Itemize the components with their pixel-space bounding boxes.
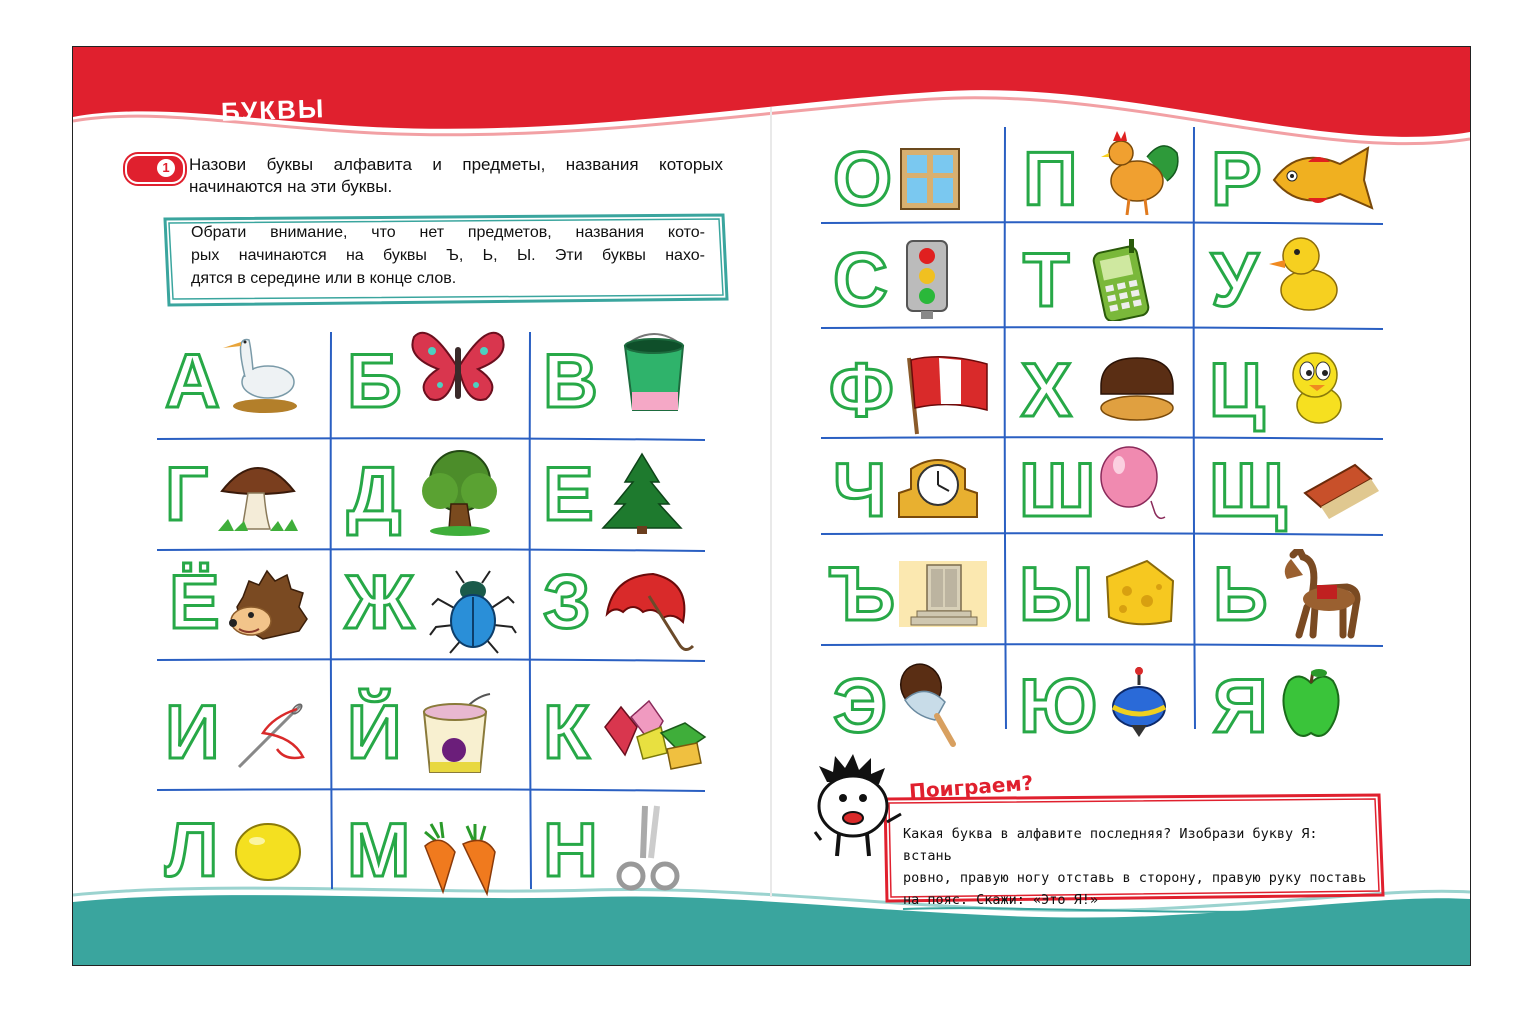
letter-em: М (347, 808, 411, 893)
letter-el: Л (165, 808, 219, 893)
crystals-icon (601, 697, 711, 772)
lemon-icon (233, 819, 303, 884)
balloon-icon (1097, 445, 1167, 527)
traffic-light-icon (901, 239, 953, 321)
note-line-1: Обрати внимание, что нет предметов, названия кото- (191, 224, 705, 241)
note-line-2: рых начинаются на буквы Ъ, Ь, Ы. Эти буквы нахо- (191, 247, 705, 264)
task-line-1: Назови буквы алфавита и предметы, названия которых (189, 155, 723, 174)
letter-i-kratkoe: Й (347, 690, 402, 775)
letter-shcha: Щ (1209, 448, 1287, 533)
letter-pe: П (1023, 137, 1078, 222)
cartoon-boy-icon (813, 752, 905, 872)
brush-icon (1299, 459, 1384, 524)
duck-icon (1269, 232, 1339, 314)
play-line-2: ровно, правую ногу отставь в сторону, правую руку поставь (903, 870, 1367, 886)
letter-u: У (1211, 238, 1259, 323)
letter-es: С (833, 238, 888, 323)
letter-tse: Ц (1209, 348, 1265, 433)
window-icon (899, 147, 961, 212)
task-number: 1 (157, 159, 175, 177)
phone-icon (1089, 239, 1151, 321)
umbrella-icon (603, 572, 698, 657)
letter-er: Р (1211, 137, 1262, 222)
bread-icon (1097, 352, 1177, 424)
letter-i: И (165, 690, 220, 775)
letter-o: О (833, 137, 893, 222)
play-line-3: на пояс. Скажи: «Это Я!» (903, 892, 1099, 908)
letter-te: Т (1023, 238, 1070, 323)
horse-icon (1273, 549, 1363, 639)
section-title: БУКВЫ (220, 93, 326, 127)
fish-icon (1268, 142, 1378, 214)
letter-soft-sign: Ь (1213, 552, 1268, 637)
play-line-1: Какая буква в алфавите последняя? Изобрази букву Я: встань (903, 826, 1318, 864)
letter-sha: Ш (1019, 448, 1096, 533)
spinning-top-icon (1109, 665, 1169, 737)
letter-ye: Е (543, 452, 594, 537)
rooster-icon (1093, 127, 1183, 219)
spruce-icon (597, 452, 687, 537)
apple-icon (1279, 667, 1344, 742)
letter-ka: К (543, 690, 590, 775)
carrots-icon (415, 812, 505, 897)
tree-icon (415, 449, 505, 539)
stork-icon (223, 332, 303, 417)
letter-yery: Ы (1019, 552, 1094, 637)
beetle-icon (428, 569, 518, 659)
needle-icon (233, 697, 308, 772)
letter-ef: Ф (829, 348, 894, 433)
letter-ze: З (543, 560, 591, 645)
bucket-icon (619, 332, 689, 417)
letter-be: Б (347, 339, 402, 424)
note-text (191, 221, 705, 290)
mushroom-icon (218, 459, 298, 534)
ice-cream-icon (895, 662, 965, 747)
letter-de: Д (347, 452, 402, 537)
clock-icon (895, 455, 981, 520)
chick-icon (1281, 349, 1349, 431)
letter-che: Ч (833, 448, 887, 533)
play-text (903, 823, 1373, 911)
hedgehog-icon (223, 567, 308, 647)
letter-e: Э (833, 664, 888, 749)
play-title: Поиграем? (908, 770, 1034, 804)
letter-yu: Ю (1019, 664, 1098, 749)
yogurt-icon (418, 692, 493, 777)
letter-ve: В (543, 339, 598, 424)
task-number-badge (125, 154, 185, 184)
letter-a: А (165, 339, 220, 424)
letter-en: Н (543, 808, 598, 893)
entrance-icon (897, 559, 989, 629)
book-spread (72, 46, 1471, 966)
scissors-icon (613, 802, 683, 897)
letter-zhe: Ж (345, 560, 414, 645)
flag-icon (903, 352, 991, 437)
letter-ya: Я (1213, 664, 1268, 749)
letter-yo: Ё (169, 560, 220, 645)
note-line-3: дятся в середине или в конце слов. (191, 270, 457, 287)
letter-ge: Г (165, 452, 209, 537)
cheese-icon (1103, 557, 1178, 632)
butterfly-icon (408, 327, 508, 407)
task-instruction (189, 154, 723, 198)
letter-hard-sign: Ъ (829, 552, 896, 637)
task-line-2: начинаются на эти буквы. (189, 177, 393, 196)
letter-ha: Х (1021, 348, 1072, 433)
